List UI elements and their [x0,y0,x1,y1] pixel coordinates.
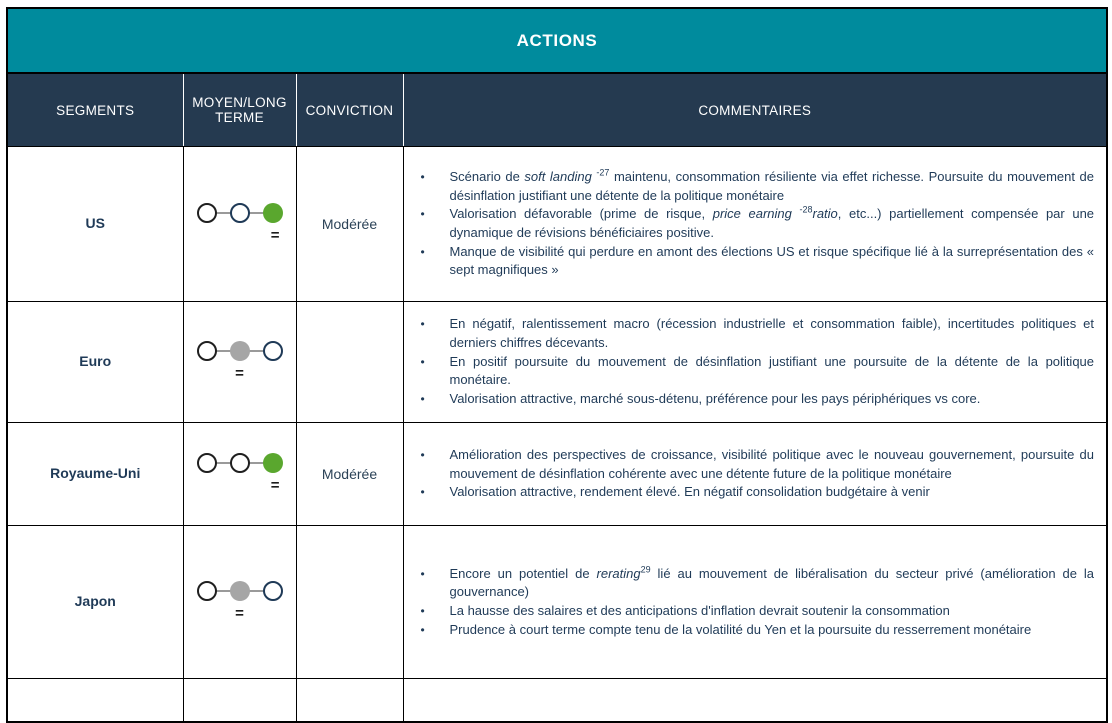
indicator-circle-hollow-dark [197,203,217,223]
indicator-circle-gray [230,341,250,361]
bullet-icon: • [420,317,425,332]
comments-cell [403,302,1107,423]
horizon-cell [183,147,296,302]
indicator-circle-green [263,453,283,473]
horizon-cell [183,302,296,423]
bullet-icon: • [420,604,425,618]
comment-item [406,205,1095,242]
comments-list [406,315,1095,409]
empty-cell [7,679,183,723]
table-overflow [7,679,1107,723]
table-row [7,302,1107,423]
comments-list [406,565,1095,640]
segment-cell [7,147,183,302]
comments-cell [403,147,1107,302]
comment-text: En positif poursuite du mouvement de désinflation justifiant une poursuite de la détente de la politique monétaire. [449,353,1095,388]
trend-indicator [197,453,283,474]
conviction-cell [296,526,403,679]
conviction-cell [296,147,403,302]
comment-item [406,390,1095,409]
indicator-circle-green [263,203,283,223]
comments-cell [403,526,1107,679]
segment-label: Japon [74,593,116,609]
trend-indicator [197,203,283,224]
horizon-cell [183,526,296,679]
bullet-icon: • [420,485,425,500]
equals-sign: = [270,477,280,494]
trend-indicator [197,581,283,602]
indicator-circle-gray [230,581,250,601]
comment-text: Valorisation attractive, rendement élevé. En négatif consolidation budgétaire à venir [449,484,930,500]
comment-item [406,446,1095,483]
comments-list [406,168,1095,280]
column-header-row [7,73,1107,147]
bullet-icon: • [420,622,425,637]
comment-item [406,353,1095,390]
bullet-icon: • [420,207,425,222]
empty-cell [403,679,1107,723]
conviction-label: Modérée [321,216,378,232]
col-header-conviction: CONVICTION [296,73,403,147]
segment-label: US [85,215,105,231]
comment-text: Valorisation défavorable (prime de risque, price earning $^{-28}$ratio, etc...) partiellement compensée par une dynamique de révisions bénéficiaires positive. [449,204,1095,240]
indicator-wrap [197,453,283,493]
actions-table [6,7,1108,723]
indicator-circle-hollow-dark [230,453,250,473]
indicator-wrap [197,203,283,243]
equals-sign: = [235,605,244,622]
indicator-circle-hollow-dark [197,341,217,361]
indicator-circle-hollow-navy [263,341,283,361]
comment-text: En négatif, ralentissement macro (récession industrielle et consommation faible), incertitudes politiques et derniers chiffres décevants. [449,316,1095,350]
comment-item [406,621,1095,640]
comment-text: Encore un potentiel de rerating$^{29}$ lié au mouvement de libéralisation du secteur privé (amélioration de la gouvernance) [449,564,1095,600]
comment-text: La hausse des salaires et des anticipations d'inflation devrait soutenir la consommation [449,603,950,618]
comments-cell [403,423,1107,526]
empty-cell [183,679,296,723]
conviction-cell [296,423,403,526]
segment-cell [7,423,183,526]
comment-text: Valorisation attractive, marché sous-détenu, préférence pour les pays périphériques vs core. [449,391,981,407]
indicator-circle-hollow-dark [197,453,217,473]
col-header-horizon: MOYEN/LONG TERME [183,73,296,147]
table-body [7,147,1107,679]
segment-label: Royaume-Uni [50,465,141,481]
indicator-circle-hollow-navy [230,203,250,223]
equals-sign: = [235,365,244,382]
comment-item [406,565,1095,602]
comment-item [406,315,1095,352]
comment-text: Manque de visibilité qui perdure en amont des élections US et risque spécifique lié à la surreprésentation des « sept magnifiques » [449,243,1095,278]
bullet-icon: • [420,566,425,581]
indicator-wrap [197,341,283,381]
comment-item [406,243,1095,280]
table-title: ACTIONS [7,8,1107,73]
comment-text: Scénario de soft landing $^{-27}$ maintenu, consommation résiliente via effet richesse. Poursuite du mouvement de désinflation justifiant une détente de la politique monétaire [449,167,1095,203]
indicator-circle-hollow-navy [263,581,283,601]
comment-item [406,168,1095,205]
segment-cell [7,302,183,423]
bullet-icon: • [420,244,425,259]
bullet-icon: • [420,169,425,184]
table-row [7,423,1107,526]
table-row [7,147,1107,302]
table-row-partial [7,679,1107,723]
conviction-cell [296,302,403,423]
comment-text: Amélioration des perspectives de croissance, visibilité politique avec le nouveau gouvernement, poursuite du mouvement de désinflation cohérente avec une détente future de la politique monétaire [449,446,1095,481]
comments-list [406,446,1095,502]
empty-cell [296,679,403,723]
indicator-circle-hollow-dark [197,581,217,601]
col-header-segments: SEGMENTS [7,73,183,147]
bullet-icon: • [420,354,425,369]
segment-cell [7,526,183,679]
comment-item [406,602,1095,621]
col-header-comments: COMMENTAIRES [403,73,1107,147]
table-row [7,526,1107,679]
horizon-cell [183,423,296,526]
trend-indicator [197,341,283,362]
title-row [7,8,1107,73]
comment-text: Prudence à court terme compte tenu de la volatilité du Yen et la poursuite du resserrement monétaire [449,621,1032,637]
bullet-icon: • [420,447,425,462]
conviction-label: Modérée [321,466,378,482]
equals-sign: = [270,227,280,244]
indicator-wrap [197,581,283,621]
comment-item [406,483,1095,502]
segment-label: Euro [79,353,112,369]
bullet-icon: • [420,392,425,407]
